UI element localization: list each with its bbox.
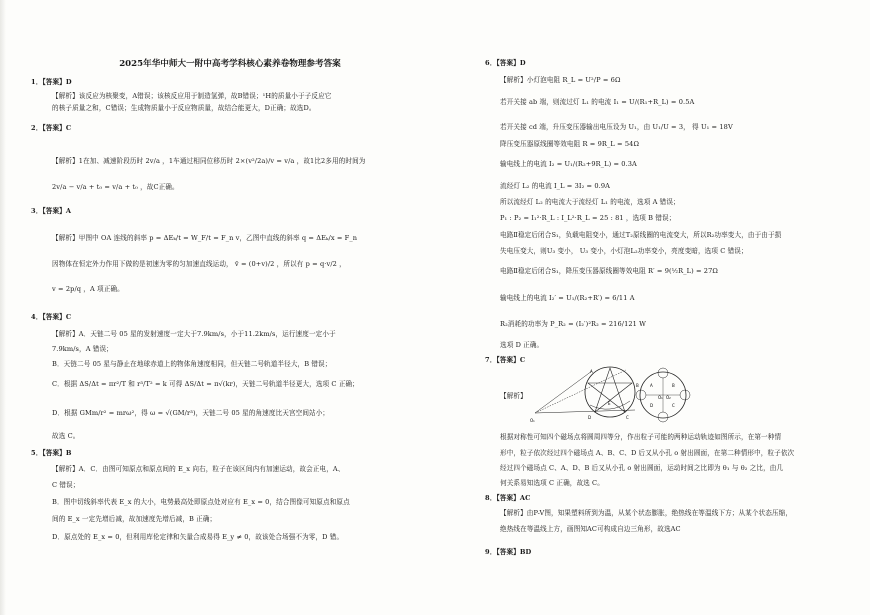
left-line: 2v/a − v/a + t₀ = v/a + t₀ ，故C正确。 bbox=[52, 183, 179, 191]
right-line: 输电线上的电流 I₂ = U₁/(R₂+9R_L) = 0.3A bbox=[500, 160, 637, 168]
left-line: D．原点处的 E_x = 0，但利用库伦定律和矢量合成易得 E_y ≠ 0，故该处合场强不为零，D 错。 bbox=[52, 533, 344, 541]
left-line: 【解析】A．C．由图可知原点和原点间的 E_x 向右，粒子在该区间内有加速运动，故会正电，A、 bbox=[52, 465, 345, 473]
left-line: 3．【答案】A bbox=[31, 207, 72, 215]
fig7-label-D: D bbox=[588, 415, 592, 420]
left-line: D．根据 GMm/r² = mrω²，得 ω = √(GM/r³)，天链二号 05 星的角速度比天宫空间站小； bbox=[52, 409, 330, 417]
fig7-label-B: B bbox=[636, 383, 639, 388]
right-line: 若开关接 cd 端，升压变压器输出电压设为 U₁，由 U₁/U = 3， 得 U₁ = 18V bbox=[500, 123, 733, 131]
right-line: 经过四个磁场点 C、A、D、B 后又从小孔 o 射出圆面，运动时间之比即为 θ₁ 与 θ₂ 之比，由几 bbox=[500, 464, 784, 472]
right-line: 电路Ⅱ稳定后闭合S₁，降压变压器原线圈等效电阻 R′ = 9(½R_L) = 27Ω bbox=[500, 267, 718, 275]
right-line: 7．【答案】C bbox=[485, 356, 526, 364]
right-line: 电路Ⅱ稳定后闭合S₁，负载电阻变小，通过T₂原线圈的电流变大，所以R₂功率变大，由于由于损 bbox=[500, 231, 782, 239]
right-line: R₂消耗的功率为 P_R₂ = (I₂′)²R₂ = 216/121 W bbox=[500, 320, 647, 328]
left-line: 间的 E_x 一定先增后减，故加速度先增后减，B 正确； bbox=[52, 515, 217, 523]
fig7-label-E: E bbox=[608, 401, 611, 406]
right-line: 降压变压器原线圈等效电阻 R = 9R_L = 54Ω bbox=[500, 140, 640, 148]
fig7b-label-C: C bbox=[672, 403, 675, 408]
left-line: 【解析】A．天链二号 05 星的发射速度一定大于7.9km/s，小于11.2km/s，运行速度一定小于 bbox=[52, 330, 336, 338]
left-line: C．根据 ΔS/Δt = πr²/T 和 r³/T² = k 可得 ΔS/Δt = π√(kr)，天链二号轨道半径更大，选项 C 正确； bbox=[52, 380, 359, 388]
page-title: 2025年华中师大一附中高考学科核心素养卷物理参考答案 bbox=[119, 59, 341, 69]
left-line: 2．【答案】C bbox=[31, 124, 72, 132]
left-line: 的核子质量之和，C错误；生成物质量小于反应物质量，故结合能更大，D正确；故选D。 bbox=[52, 104, 316, 112]
left-line: 5．【答案】B bbox=[31, 449, 72, 457]
left-line: B．图中切线斜率代表 E_x 的大小，电势最高处即原点处对应有 E_x = 0，结合图像可知原点和原点 bbox=[52, 498, 350, 506]
left-line: 因物体在恒定外力作用下做的是初速为零的匀加速直线运动， v̄ = (0+v)/2 ，所以有 p = q·v/2 ， bbox=[52, 260, 346, 268]
left-line: 故选 C。 bbox=[52, 432, 80, 440]
left-line: B．天链二号 05 星与静止在地球赤道上的物体角速度相同，但天链二号轨道半径大，B 错误； bbox=[52, 360, 332, 368]
right-line: 所以流经灯 L₂ 的电流大于流经灯 L₁ 的电流，选项 A 错误； bbox=[500, 198, 680, 206]
left-line: 1．【答案】D bbox=[31, 78, 72, 86]
right-line: 【解析】 bbox=[500, 392, 527, 400]
right-line: 失电压变大，则U₃ 变小， U₃ 变小，小灯泡L₂功率变小，亮度变暗，选项 C 错误； bbox=[500, 247, 748, 255]
left-line: 7.9km/s，A 错误； bbox=[52, 345, 113, 353]
fig7b-label-O1: O₁ bbox=[658, 395, 663, 400]
right-line: 【解析】小灯泡电阻 R_L = U²/P = 6Ω bbox=[500, 76, 621, 84]
right-line: 【解析】由P-V图，知果塑料所到为温，从某个状态膨胀，绝热线在等温线下方；从某个状态压缩， bbox=[500, 509, 793, 517]
left-line: 【解析】该反应为核聚变，A错误；该核反应用于制造氢弹，故B错误；¹H的质量小于子反应它 bbox=[52, 92, 332, 100]
right-line: 何关系易知选项 C 正确，故选 C。 bbox=[500, 479, 604, 487]
right-line: 8．【答案】AC bbox=[485, 494, 531, 502]
fig7-label-C: C bbox=[626, 415, 629, 420]
right-line: 根据对称性可知四个磁场点将圆周四等分，作出粒子可能的两种运动轨迹如图所示，在第一种情 bbox=[500, 433, 782, 441]
question-7-figure-2 bbox=[628, 367, 698, 425]
left-line: C 错误； bbox=[52, 481, 80, 489]
left-line: v = 2p/q ，A 项正确。 bbox=[52, 285, 124, 293]
fig7b-label-D: D bbox=[650, 403, 654, 408]
left-line: 4．【答案】C bbox=[31, 313, 72, 321]
right-line: 9．【答案】BD bbox=[485, 548, 532, 556]
fig7-label-A: A bbox=[590, 369, 593, 374]
right-line: P₁ : P₂ = I₁²·R_L : I_L²·R_L = 25 : 81 ，选项 B 错误； bbox=[500, 214, 676, 222]
right-column bbox=[470, 0, 870, 615]
right-line: 6．【答案】D bbox=[485, 59, 526, 67]
right-line: 输电线上的电流 I₂′ = U₁/(R₂+R′) = 6/11 A bbox=[500, 294, 635, 302]
right-line: 选项 D 正确。 bbox=[500, 341, 544, 349]
left-line: 【解析】1在加、减速阶段历时 2v/a ，1车通过相同位移历时 2×(v²/2a)/v = v/a ，故1比2多用的时间为 bbox=[52, 157, 366, 165]
left-line: 【解析】甲图中 OA 连线的斜率 p = ΔEₖ/t = W_F/t = F_n v，乙图中直线的斜率 q = ΔEₖ/x = F_n bbox=[52, 234, 358, 242]
right-line: 形中，粒子依次经过四个磁场点 A、B、C、D 后又从小孔 o 射出圆面，在第二种情形中，粒子依次 bbox=[500, 449, 795, 457]
right-line: 绝热线在等温线上方，画图知AC可构成自边三角形，故选AC bbox=[500, 525, 681, 533]
fig7b-label-A: A bbox=[650, 383, 653, 388]
fig7b-label-O2: O₂ bbox=[666, 395, 671, 400]
fig7-label-O1: O₁ bbox=[530, 418, 535, 423]
right-line: 若开关接 ab 端，则流过灯 L₁ 的电流 I₁ = U/(R₁+R_L) = 0.5A bbox=[500, 98, 695, 106]
right-line: 流经灯 L₂ 的电流 I_L = 3I₂ = 0.9A bbox=[500, 182, 610, 190]
fig7b-label-B: B bbox=[672, 383, 675, 388]
